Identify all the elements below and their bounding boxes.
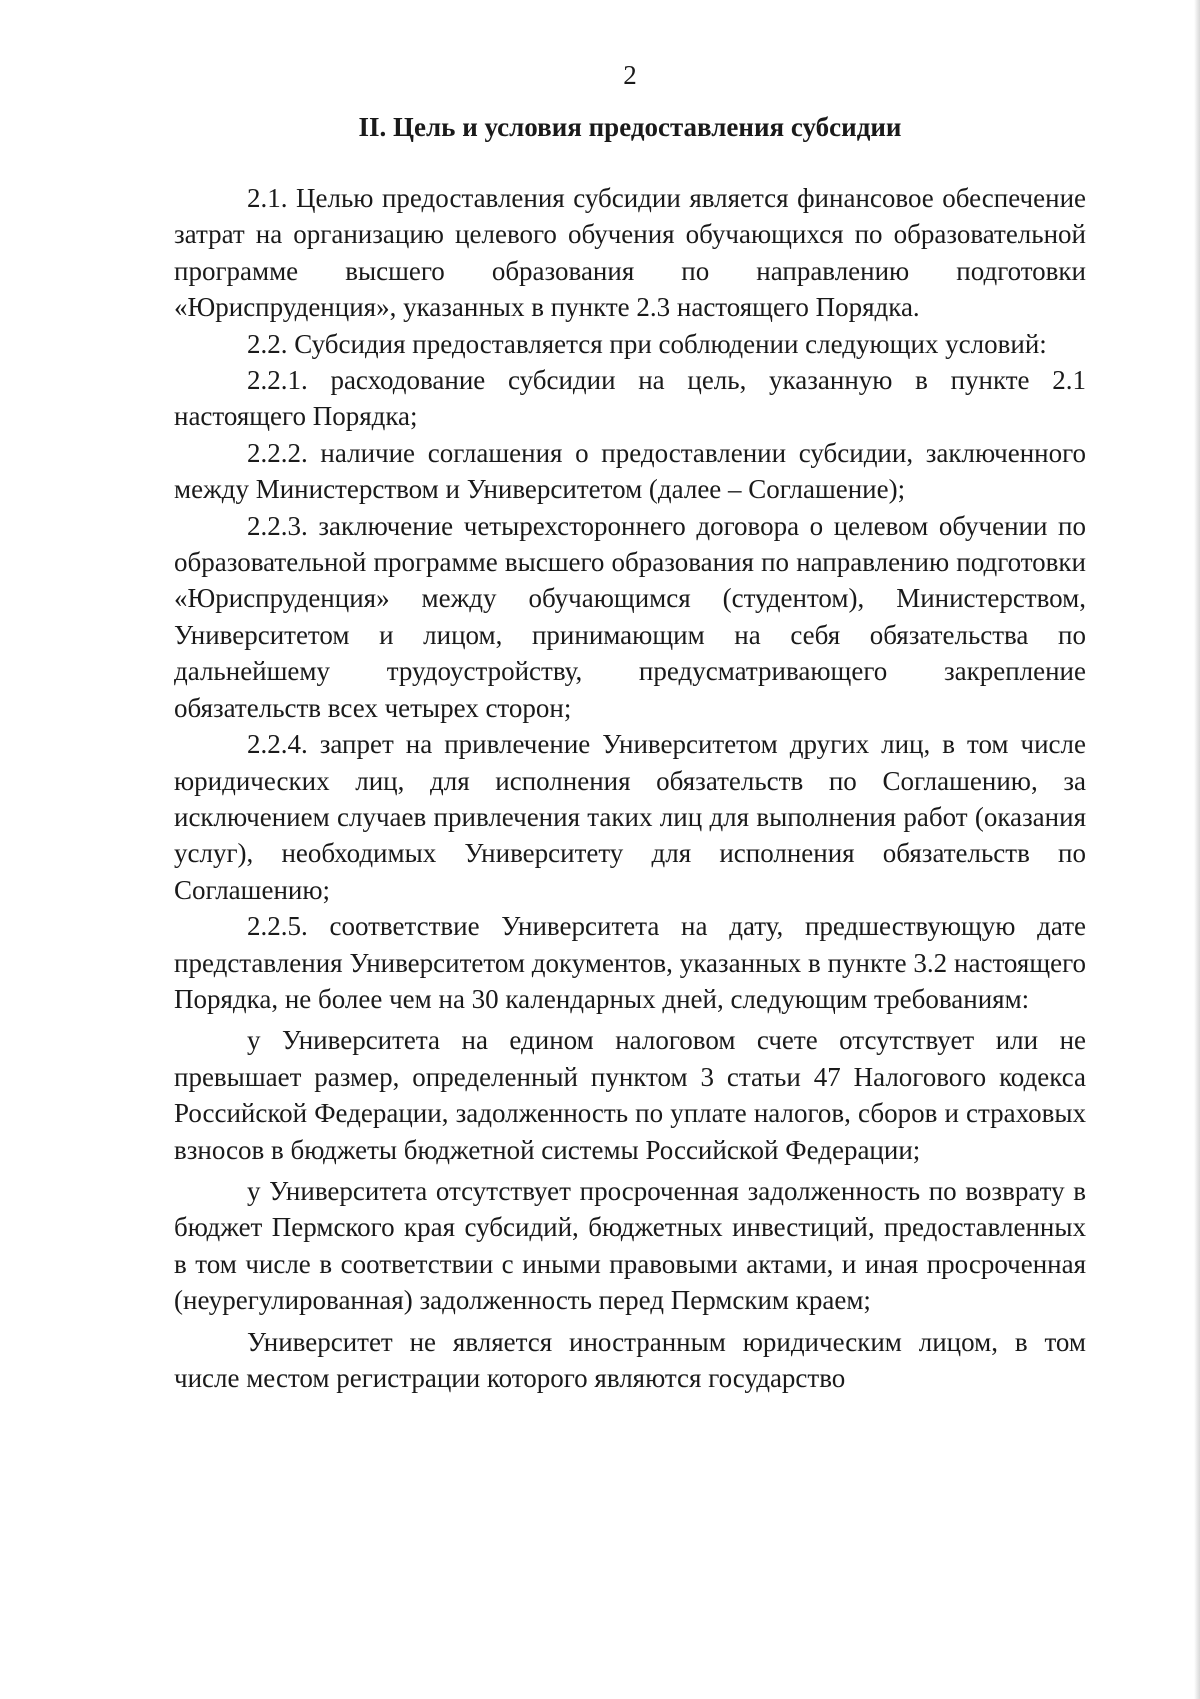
- paragraph-2-2-4: 2.2.4. запрет на привлечение Университетом других лиц, в том числе юридических лиц, для исполнения обязательств по Соглашению, за исключением случаев привлечения таких лиц для выполнения работ (оказания услуг), необходимых Университету для исполнения обязательств по Соглашению;: [174, 729, 1086, 905]
- paragraph-2-2-5: 2.2.5. соответствие Университета на дату, предшествующую дате представления Университетом документов, указанных в пункте 3.2 настоящего Порядка, не более чем на 30 календарных дней, следующим требованиям:: [174, 911, 1086, 1014]
- paragraph-2-2-2: 2.2.2. наличие соглашения о предоставлении субсидии, заключенного между Министерством и Университетом (далее – Соглашение);: [174, 437, 1086, 505]
- scan-edge-shadow: [1194, 0, 1200, 1699]
- paragraph-2-1: 2.1. Целью предоставления субсидии является финансовое обеспечение затрат на организацию целевого обучения обучающихся по образовательной программе высшего образования по направлению подготовки «Юриспруденция», указанных в пункте 2.3 настоящего Порядка.: [174, 183, 1086, 323]
- requirement-foreign-entity: Университет не является иностранным юридическим лицом, в том числе местом регистрации которого являются государство: [174, 1326, 1086, 1393]
- requirement-tax-debt: у Университета на едином налоговом счете отсутствует или не превышает размер, определенный пунктом 3 статьи 47 Налогового кодекса Российской Федерации, задолженность по уплате налогов, сборов и страховых взносов в бюджеты бюджетной системы Российской Федерации;: [174, 1025, 1086, 1165]
- paragraph-2-2-1: 2.2.1. расходование субсидии на цель, указанную в пункте 2.1 настоящего Порядка;: [174, 365, 1086, 432]
- paragraph-2-2-3: 2.2.3. заключение четырехстороннего договора о целевом обучении по образовательной программе высшего образования по направлению подготовки «Юриспруденция» между обучающимся (студентом), Министерством, Университетом и лицом, принимающим на себя обязательства по дальнейшему трудоустройству, предусматривающего закрепление обязательств всех четырех сторон;: [174, 510, 1086, 723]
- paragraph-2-2: 2.2. Субсидия предоставляется при соблюдении следующих условий:: [247, 328, 1047, 359]
- page-number: 2: [623, 60, 637, 90]
- document-body: [174, 180, 1086, 1396]
- section-heading: II. Цель и условия предоставления субсидии: [358, 112, 902, 142]
- requirement-budget-debt: у Университета отсутствует просроченная задолженность по возврату в бюджет Пермского края субсидий, бюджетных инвестиций, предоставленных в том числе в соответствии с иными правовыми актами, и иная просроченная (неурегулированная) задолженность перед Пермским краем;: [174, 1175, 1086, 1316]
